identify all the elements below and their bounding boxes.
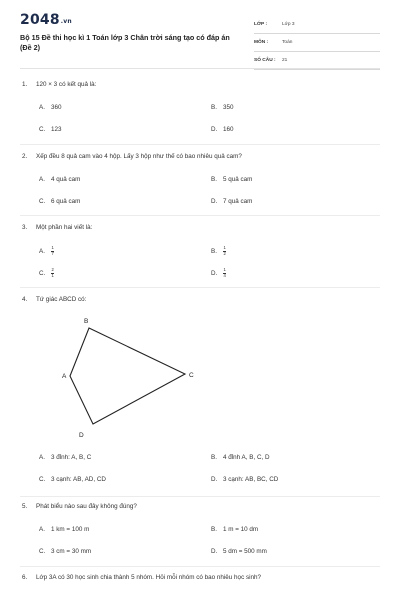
fraction-denominator: 4 <box>223 272 226 278</box>
meta-value: Lớp 3 <box>282 22 295 27</box>
question-number: 4. <box>22 296 28 303</box>
option-label: B. <box>211 454 217 461</box>
question-separator <box>20 287 380 288</box>
option-a[interactable] <box>39 453 91 463</box>
meta-row-subject <box>254 34 380 52</box>
option-b[interactable] <box>211 525 258 535</box>
meta-row-class <box>254 16 380 34</box>
quadrilateral-figure <box>50 312 210 442</box>
question-number: 5. <box>22 503 28 510</box>
question-separator <box>20 144 380 145</box>
option-label: B. <box>211 176 217 183</box>
question-2 <box>22 152 378 205</box>
option-label: C. <box>39 476 46 483</box>
option-c[interactable] <box>39 475 106 485</box>
meta-key: LỚP : <box>254 22 268 27</box>
meta-value: Toán <box>282 40 293 45</box>
option-label: A. <box>39 176 45 183</box>
question-prompt: Tứ giác ABCD có: <box>36 296 87 303</box>
option-b[interactable] <box>211 103 234 113</box>
logo-suffix: .vn <box>60 18 72 25</box>
quadrilateral-abcd <box>70 328 185 424</box>
option-c[interactable] <box>39 268 54 279</box>
option-label: B. <box>211 526 217 533</box>
option-c[interactable] <box>39 125 62 135</box>
fraction-numerator: 2 <box>51 267 54 272</box>
fraction <box>51 268 54 278</box>
question-text <box>22 295 378 305</box>
meta-key: SỐ CÂU : <box>254 58 276 63</box>
option-c[interactable] <box>39 547 91 557</box>
option-label: D. <box>211 476 218 483</box>
question-text <box>22 573 378 583</box>
vertex-label-d: D <box>79 432 84 439</box>
question-separator <box>20 496 380 497</box>
option-label: D. <box>211 198 218 205</box>
option-label: C. <box>39 126 46 133</box>
option-label: A. <box>39 104 45 111</box>
option-d[interactable] <box>211 197 252 207</box>
question-prompt: 120 × 3 có kết quả là: <box>36 81 97 88</box>
fraction-numerator: 1 <box>51 245 54 250</box>
question-text <box>22 223 378 233</box>
question-prompt: Phát biểu nào sau đây không đúng? <box>36 503 137 510</box>
vertex-label-c: C <box>189 372 194 379</box>
fraction-denominator: 1 <box>51 272 54 278</box>
option-label: A. <box>39 454 45 461</box>
fraction-denominator: 2 <box>223 250 226 256</box>
option-b[interactable] <box>211 175 252 185</box>
option-c[interactable] <box>39 197 80 207</box>
option-d[interactable] <box>211 125 234 135</box>
fraction <box>223 246 226 256</box>
option-label: D. <box>211 548 218 555</box>
meta-key: MÔN : <box>254 40 269 45</box>
option-text: 3 cm = 30 mm <box>51 548 92 555</box>
question-number: 2. <box>22 153 28 160</box>
question-separator <box>20 566 380 567</box>
option-a[interactable] <box>39 103 62 113</box>
option-label: C. <box>39 548 46 555</box>
fraction-denominator: 7 <box>51 250 54 256</box>
option-a[interactable] <box>39 246 54 257</box>
logo-text: 2048 <box>20 12 60 28</box>
option-text: 6 quả cam <box>51 198 81 205</box>
header-divider <box>20 68 380 69</box>
option-text: 5 dm = 500 mm <box>223 548 267 555</box>
option-label: A. <box>39 247 45 255</box>
meta-table <box>254 16 380 70</box>
vertex-label-a: A <box>62 373 67 380</box>
option-text: 5 quả cam <box>223 176 253 183</box>
question-separator <box>20 215 380 216</box>
option-text: 160 <box>223 126 234 133</box>
question-4 <box>22 295 378 305</box>
question-number: 6. <box>22 574 28 581</box>
question-text <box>22 152 378 162</box>
fraction-numerator: 1 <box>223 245 226 250</box>
site-logo[interactable] <box>20 12 72 28</box>
option-text: 123 <box>51 126 62 133</box>
option-text: 1 km = 100 m <box>51 526 90 533</box>
option-label: C. <box>39 269 46 277</box>
document-title: Bộ 15 Đề thi học kì 1 Toán lớp 3 Chân trời sáng tạo có đáp án (Đề 2) <box>20 33 230 52</box>
fraction-numerator: 1 <box>223 267 226 272</box>
option-label: C. <box>39 198 46 205</box>
option-label: A. <box>39 526 45 533</box>
option-text: 3 cạnh: AB, AD, CD <box>51 476 106 483</box>
vertex-label-b: B <box>84 318 89 325</box>
meta-value: 21 <box>282 58 288 63</box>
question-number: 3. <box>22 224 28 231</box>
option-text: 4 đỉnh A, B, C, D <box>223 454 270 461</box>
question-text <box>22 80 378 90</box>
option-d[interactable] <box>211 268 226 279</box>
question-prompt: Một phần hai viết là: <box>36 224 93 231</box>
question-number: 1. <box>22 81 28 88</box>
question-1 <box>22 80 378 133</box>
question-6 <box>22 573 378 583</box>
question-5 <box>22 502 378 555</box>
option-a[interactable] <box>39 175 80 185</box>
question-prompt: Lớp 3A có 30 học sinh chia thành 5 nhóm. Hỏi mỗi nhóm có bao nhiêu học sinh? <box>36 574 262 581</box>
option-label: B. <box>211 104 217 111</box>
option-text: 4 quả cam <box>51 176 81 183</box>
option-d[interactable] <box>211 547 267 557</box>
option-label: D. <box>211 126 218 133</box>
option-text: 7 quả cam <box>223 198 253 205</box>
option-text: 1 m = 10 dm <box>223 526 259 533</box>
option-text: 3 đỉnh: A, B, C <box>51 454 92 461</box>
option-text: 3 cạnh: AB, BC, CD <box>223 476 279 483</box>
question-3 <box>22 223 378 278</box>
option-label: B. <box>211 247 217 255</box>
question-prompt: Xếp đều 8 quả cam vào 4 hộp. Lấy 3 hộp như thế có bao nhiêu quả cam? <box>36 153 242 160</box>
option-b[interactable] <box>211 246 226 257</box>
option-label: D. <box>211 269 218 277</box>
option-a[interactable] <box>39 525 89 535</box>
option-d[interactable] <box>211 475 278 485</box>
fraction <box>51 246 54 256</box>
question-text <box>22 502 378 512</box>
option-text: 360 <box>51 104 62 111</box>
option-text: 350 <box>223 104 234 111</box>
fraction <box>223 268 226 278</box>
option-b[interactable] <box>211 453 270 463</box>
